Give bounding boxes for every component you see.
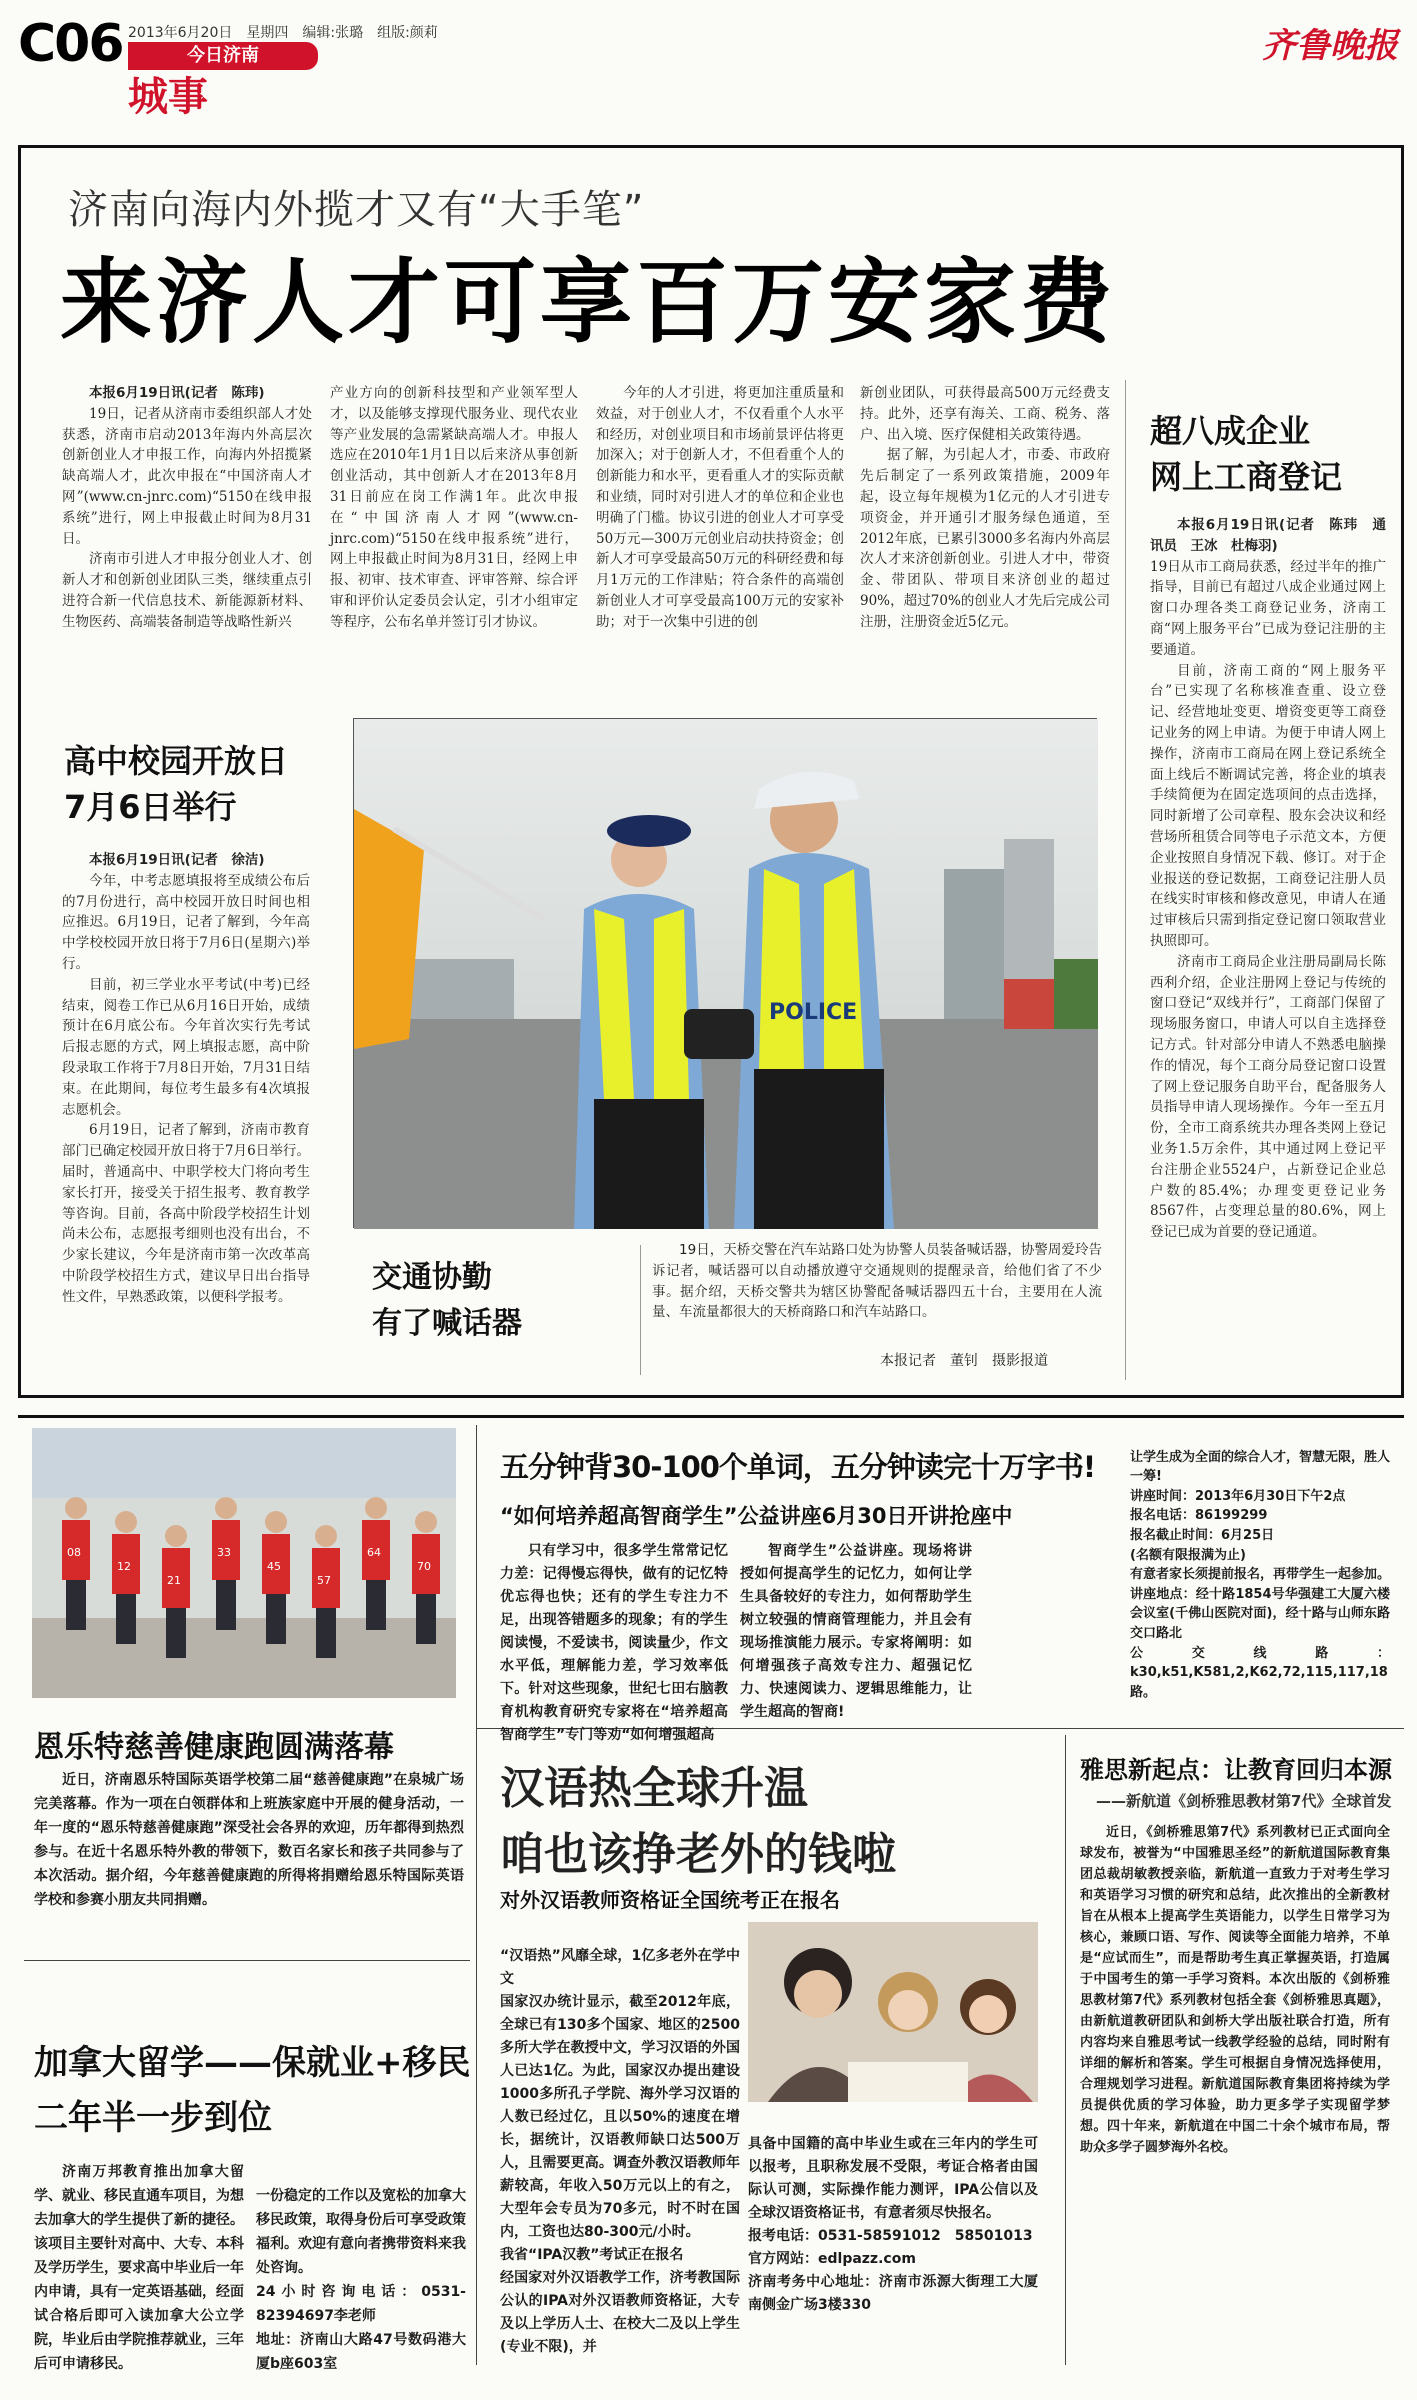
ielts-subhead: ——新航道《剑桥雅思教材第7代》全球首发 <box>1096 1792 1392 1810</box>
biz-p2: 目前，济南工商的“网上服务平台”已实现了名称核准查重、设立登记、经营地址变更、增资变更等工商登记业务的网上申请。为便于申请人网上操作，济南市工商局在网上登记系统全面上线后不断调试完善，将企业的填表手续简便为在固定选项间的点击选择，同时新增了公司章程、股东会决议和经营场所租赁合同等电子示范文本，方便企业按照自身情况下载、修订。对于企业报送的登记数据，工商登记注册人员在线实时审核和修改意见，申请人在通过审核后只需到指定登记窗口领取营业执照即可。 <box>1150 662 1386 949</box>
biz-headline-2: 网上工商登记 <box>1150 458 1343 496</box>
memory-col-1 <box>500 1540 728 1743</box>
page-code: C06 <box>18 14 123 74</box>
runner-number: 21 <box>167 1574 181 1587</box>
section-title: 城事 <box>128 74 208 120</box>
divider <box>1065 1735 1066 2365</box>
memory-col-2 <box>740 1540 972 1720</box>
biz-byline: 本报6月19日讯(记者 陈玮 通讯员 王冰 杜梅羽) <box>1150 517 1386 554</box>
ielts-text: 近日，《剑桥雅思第7代》系列教材已正式面向全球发布，被誉为“中国雅思圣经”的新航道国际教育集团总裁胡敏教授亲临，新航道一直致力于对考生学习和英语学习习惯的研究和总结，此次推出的全新教材旨在从根本上提高学生英语能力，以学生日常学习为核心，兼顾口语、写作、阅读等全面能力培养，不单是“应试而生”，而是帮助考生真正掌握英语，打造属于中国考生的第一手学习资料。本次出版的《剑桥雅思教材第7代》系列教材包括全套《剑桥雅思真题》，由新航道教研团队和剑桥大学出版社联合打造，所有内容均来自雅思考试一线教学经验的总结，同时附有详细的解析和答案。学生可根据自身情况选择使用，合理规划学习进程。新航道国际教育集团将持续为学员提供优质的学习体验，助力更多学子实现留学梦想。四十年来，新航道在中国二十余个城市布局，帮助众多学子圆梦海外名校。 <box>1080 1825 1390 2155</box>
gz-p1: 今年，中考志愿填报将至成绩公布后的7月份进行，高中校园开放日时间也相应推迟。6月19日，记者了解到，今年高中学校校园开放日将于7月6日(星期六)举行。 <box>62 872 310 972</box>
lead-text-4b: 据了解，为引起人才，市委、市政府先后制定了一系列政策措施，2009年起，设立每年规模为1亿元的人才引进专项资金，并开通引才服务绿色通道，至2012年底，已累引3000多名海内外高层次人才来济创新创业。引进人才中，带资金、带团队、带项目来济创业的超过90%，超过70%的创业人才先后完成公司注册，注册资金近5亿元。 <box>860 447 1110 630</box>
traffic-photo <box>353 718 1097 1228</box>
lead-text-1b: 济南市引进人才申报分创业人才、创新人才和创新创业团队三类，继续重点引进符合新一代信息技术、新能源新材料、生物医药、高端装备制造等战略性新兴 <box>62 551 312 630</box>
memory-text-2: 智商学生”公益讲座。现场将讲授如何提高学生的记忆力，如何让学生具备较好的专注力，如何帮助学生树立较强的情商管理能力，并且会有现场推演能力展示。专家将阐明：如何增强孩子高效专注力、超强记忆力、快速阅读力、逻辑思维能力，让学生超高的智商! <box>740 1543 972 1720</box>
lead-text-2: 产业方向的创新科技型和产业领军型人才，以及能够支撑现代服务业、现代农业等产业发展的急需紧缺高端人才。申报人选应在2010年1月1日以后来济从事创新创业活动，其中创新人才在2013年8月31日前应在岗工作满1年。此次申报在“中国济南人才网”(www.cn-jnrc.com)“5150在线申报系统”进行，网上申报截止时间为8月31日，经网上申报、初审、技术审查、评审答辩、综合评审和评价认定委员会认定，引才小组审定等程序，公布名单并签订引才协议。 <box>330 385 578 630</box>
memory-headline: 五分钟背30-100个单词，五分钟读完十万字书! <box>500 1450 1096 1484</box>
canada-col-2 <box>256 2160 466 2370</box>
divider <box>18 1415 1404 1418</box>
chinese-headline-2: 咱也该挣老外的钱啦 <box>500 1829 896 1880</box>
masthead <box>0 0 1417 130</box>
canada-headline-2: 二年半一步到位 <box>34 2098 272 2138</box>
gz-byline: 本报6月19日讯(记者 徐洁) <box>89 852 265 868</box>
memory-subhead: “如何培养超高智商学生”公益讲座6月30日开讲抢座中 <box>500 1504 1013 1528</box>
traffic-photo-image <box>354 719 1098 1229</box>
biz-p1: 19日从市工商局获悉，经过半年的推广指导，目前已有超过八成企业通过网上窗口办理各类工商登记业务，济南工商“网上服务平台”已成为登记注册的主要通道。 <box>1150 558 1386 658</box>
charity-run-photo-image <box>32 1428 456 1698</box>
students-photo <box>748 1922 1038 2102</box>
gz-headline-2: 7月6日举行 <box>64 788 237 826</box>
chinese-subhead: 对外汉语教师资格证全国统考正在报名 <box>500 1888 840 1912</box>
runner-number: 70 <box>417 1560 431 1573</box>
photo-credit: 本报记者 董钊 摄影报道 <box>880 1353 1048 1369</box>
chinese-headline-1: 汉语热全球升温 <box>500 1763 808 1814</box>
lead-headline: 来济人才可享百万安家费 <box>60 249 1117 356</box>
photo-caption <box>652 1240 1102 1350</box>
lead-col-2 <box>330 383 578 763</box>
biz-body <box>1150 515 1386 1375</box>
canada-headline-1: 加拿大留学——保就业+移民 <box>34 2043 471 2083</box>
memory-col-3 <box>1130 1428 1390 1723</box>
vest-text: POLICE <box>769 1000 858 1025</box>
canada-text-1: 济南万邦教育推出加拿大留学、就业、移民直通车项目，为想去加拿大的学生提供了新的捷径。该项目主要针对高中、大专、本科及学历学生，要求高中毕业后一年内申请，具有一定英语基础，经面试合格后即可入读加拿大公立学院，毕业后由学院推荐就业，三年后可申请移民。 <box>34 2164 244 2372</box>
divider <box>476 1425 477 2365</box>
runner-number: 08 <box>67 1546 81 1559</box>
canada-col-1 <box>34 2160 244 2370</box>
canada-text-2: 一份稳定的工作以及宽松的加拿大移民政策，取得身份后可享受政策福利。欢迎有意向者携带资料来我处咨询。 24小时咨询电话：0531-82394697李老师 地址：济南山大路47号数码港大厦b座603室 <box>256 2188 466 2372</box>
charity-run-text: 近日，济南恩乐特国际英语学校第二届“慈善健康跑”在泉城广场完美落幕。作为一项在白领群体和上班族家庭中开展的健身活动，一年一度的“恩乐特慈善健康跑”深受社会各界的欢迎，历年都得到热烈参与。在近十名恩乐特外教的带领下，数百名家长和孩子共同参与了本次活动。据介绍，今年慈善健康跑的所得将捐赠给恩乐特国际英语学校和参赛小朋友共同捐赠。 <box>34 1772 464 1908</box>
memory-text-1: 只有学习中，很多学生常常记忆力差：记得慢忘得快，做有的记忆特优忘得也快；还有的学生专注力不足，出现答错题多的现象；有的学生阅读慢，不爱读书，阅读量少，作文水平低，理解能力差，学习效率低下。针对这些现象，世纪七田右脑教育机构教育研究专家将在“培养超高智商学生”专门等劝“如何增强超高 <box>500 1543 728 1743</box>
lead-text-1: 19日，记者从济南市委组织部人才处获悉，济南市启动2013年海内外高层次创新创业人才申报工作，向海内外招揽紧缺高端人才，此次申报在“中国济南人才网”(www.cn-jnrc.com)“5150在线申报系统”进行，网上申报截止时间为8月31日。 <box>62 405 312 547</box>
gz-p3: 6月19日，记者了解到，济南市教育部门已确定校园开放日将于7月6日举行。届时，普通高中、中职学校大门将向考生家长打开，接受关于招生报考、教育教学等咨询。目前，各高中阶段学校招生计划尚未公布，志愿报考细则也没有出台，不少家长建议，今年是济南市第一次改革高中阶段学校招生方式，建议早日出台指导性文件，早熟悉政策，以便科学报考。 <box>62 1122 310 1305</box>
runner-number: 12 <box>117 1560 131 1573</box>
charity-run-photo <box>32 1428 456 1698</box>
divider <box>640 1245 641 1375</box>
chinese-col-1 <box>500 1922 740 2362</box>
lead-text-4a: 新创业团队，可获得最高500万元经费支持。此外，还享有海关、工商、税务、落户、出入境、医疗保健相关政策待遇。 <box>860 385 1110 443</box>
lead-col-3 <box>596 383 844 763</box>
runner-number: 33 <box>217 1546 231 1559</box>
lead-byline: 本报6月19日讯(记者 陈玮) <box>89 385 265 401</box>
photo-title-2: 有了喊话器 <box>372 1306 522 1341</box>
biz-headline-1: 超八成企业 <box>1150 412 1311 450</box>
memory-text-3: 让学生成为全面的综合人才，智慧无限，胜人一筹! 讲座时间：2013年6月30日下午2点 报名电话：86199299 报名截止时间：6月25日 (名额有限报满为止) 有意者家长须提前报名，再带学生一起参加。 讲座地点：经十路1854号华强建工大厦六楼会议室(千佛山医院对面)，经十路与山师东路交口路北 公交线路：k30,k51,K581,2,K62,72,115,117,18路。 <box>1130 1449 1391 1700</box>
ielts-body <box>1080 1822 1390 2362</box>
chinese-text-2: 具备中国籍的高中毕业生或在三年内的学生可以报考，且职称发展不受限，考证合格者由国际认可测，实际操作能力测评，IPA公信以及全球汉语资格证书，有意者须尽快报名。 报考电话：0531-58591012 58501013 官方网站：edlpazz.com 济南考务中心地址：济南市泺源大街理工大厦南侧金广场3楼330 <box>748 2136 1038 2313</box>
paper-logo: 齐鲁晚报 <box>1262 26 1398 66</box>
runner-number: 57 <box>317 1574 331 1587</box>
gz-p2: 目前，初三学业水平考试(中考)已经结束，阅卷工作已从6月16日开始，成绩预计在6月底公布。今年首次实行先考试后报志愿的方式，网上填报志愿，高中阶段录取工作将于7月8日开始，7月31日结束。在此期间，每位考生最多有4次填报志愿机会。 <box>62 976 310 1118</box>
date-line: 2013年6月20日 星期四 编辑:张璐 组版:颜莉 <box>128 25 438 41</box>
divider <box>24 1960 470 1961</box>
runner-number: 45 <box>267 1560 281 1573</box>
ielts-headline: 雅思新起点：让教育回归本源 <box>1080 1756 1392 1784</box>
charity-run-body <box>34 1768 464 1948</box>
lead-kicker: 济南向海内外揽才又有“大手笔” <box>68 187 645 233</box>
photo-title-1: 交通协勤 <box>372 1260 492 1295</box>
photo-caption-text: 19日，天桥交警在汽车站路口处为协警人员装备喊话器，协警周爱玲告诉记者，喊话器可以自动播放遵守交通规则的提醒录音，给他们省了不少事。据介绍，天桥交警共为辖区协警配备喊话器四五十台，主要用在人流量、车流量都很大的天桥商路口和汽车站路口。 <box>652 1242 1102 1321</box>
charity-run-headline: 恩乐特慈善健康跑圆满落幕 <box>34 1730 394 1765</box>
lead-col-4 <box>860 383 1110 689</box>
divider <box>1125 380 1126 1380</box>
gz-headline-1: 高中校园开放日 <box>64 742 289 780</box>
biz-p3: 济南市工商局企业注册局副局长陈西利介绍，企业注册网上登记与传统的窗口登记“双线并行”，工商部门保留了现场服务窗口，申请人可以自主选择登记方式。针对部分申请人不熟悉电脑操作的情况，每个工商分局登记窗口设置了网上登记服务自助平台，配备服务人员指导申请人现场操作。今年一至五月份，全市工商系统共办理各类网上登记业务1.5万余件，其中通过网上登记平台注册企业5524户，占新登记企业总户数的85.4%；办理变更登记业务8567件，占变理总量的80.6%，网上登记已成为首要的登记通道。 <box>1150 953 1386 1241</box>
chinese-col-2 <box>748 2110 1038 2360</box>
lead-col-1 <box>62 383 312 763</box>
gz-body <box>62 850 310 1370</box>
lead-text-3: 今年的人才引进，将更加注重质量和效益，对于创业人才，不仅看重个人水平和经历，对创业项目和市场前景评估将更加深入；对于创新人才，不但看重个人的创新能力和水平，更看重人才的实际贡献和业绩，同时对引进人才的单位和企业也明确了门槛。协议引进的创业人才可享受50万元—300万元创业启动扶持资金；创新人才可享受最高50万元的科研经费和每月1万元的工作津贴；符合条件的高端创新创业人才可享受最高100万元的安家补助；对于一次集中引进的创 <box>596 385 844 630</box>
students-photo-image <box>748 1922 1038 2102</box>
chinese-text-1: “汉语热”风靡全球，1亿多老外在学中文 国家汉办统计显示，截至2012年底，全球已有130多个国家、地区的2500多所大学在教授中文，学习汉语的外国人已达1亿。为此，国家汉办提出建设1000多所孔子学院、海外学习汉语的人数已经过亿，且以50%的速度在增长，据统计，汉语教师缺口达500万人，且需要更高。调查外教汉语教师年薪较高，年收入50万元以上的有之，大型年会专员为70多元，时不时在国内，工资也达80-300元/小时。 我省“IPA汉教”考试正在报名 经国家对外汉语教学工作，济考教国际公认的IPA对外汉语教师资格证，大专及以上学历人士、在校大二及以上学生(专业不限)，并 <box>500 1948 740 2355</box>
runner-number: 64 <box>367 1546 381 1559</box>
section-tag: 今日济南 <box>128 42 318 70</box>
